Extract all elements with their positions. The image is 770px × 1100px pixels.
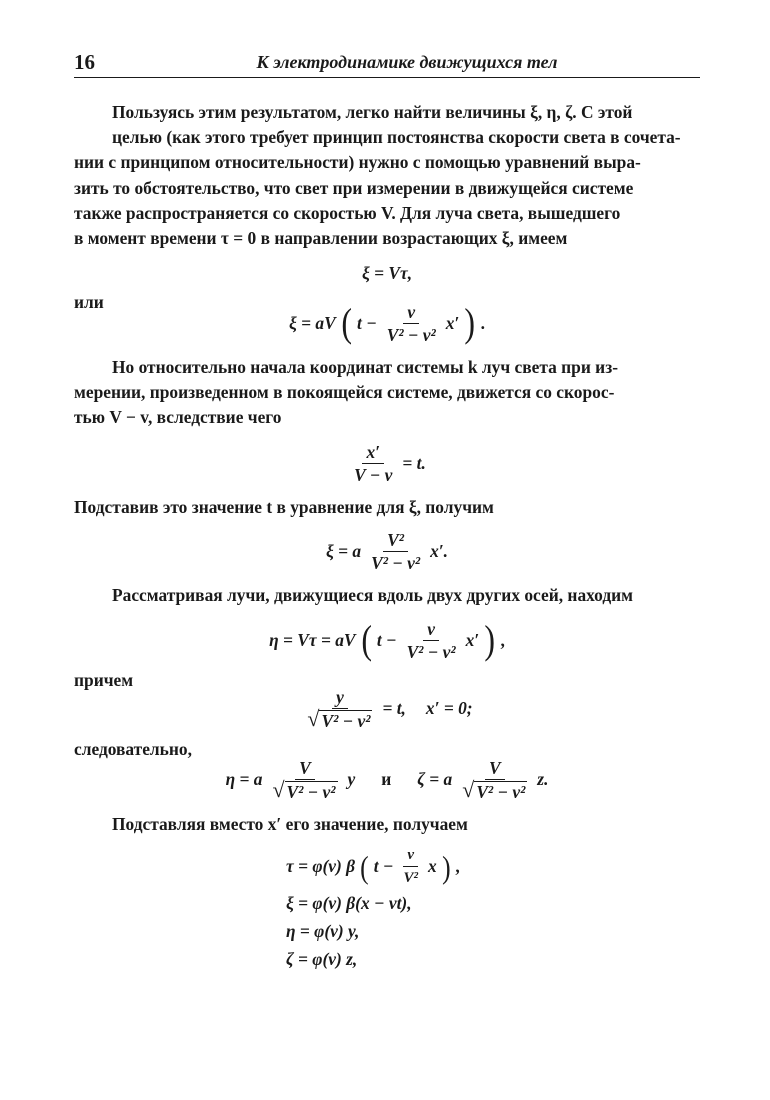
left-paren: (	[360, 848, 369, 885]
paragraph-3: Подставив это значение t в уравнение для ξ, получим	[74, 497, 494, 518]
p1-line-5: также распространяется со скоростью V. Для луча света, вышедшего	[74, 202, 621, 223]
eq2-fraction	[383, 302, 440, 345]
eq7-zeta-den-wrapper	[458, 777, 531, 803]
equation-xi-vtau	[74, 261, 700, 286]
radical-icon: √	[307, 705, 320, 731]
sys-row1-fraction	[399, 845, 422, 888]
eq2-lhs: ξ = aV	[288, 312, 336, 333]
radical-icon: √	[272, 777, 285, 803]
running-head	[74, 50, 700, 74]
eq4-fraction	[367, 530, 424, 573]
eq7-zeta-lhs: ζ = a	[417, 769, 453, 790]
eq2-num: v	[403, 302, 419, 324]
eq2-t: t −	[357, 312, 377, 333]
eq4-num: V²	[383, 530, 408, 552]
radical-icon: √	[462, 777, 475, 803]
eq6-fraction	[303, 687, 376, 731]
eq7-zeta-num: V	[485, 758, 505, 780]
sys-row1-den: V²	[403, 870, 418, 887]
p1-line-4: зить то обстоятельство, что свет при измерении в движущейся системе	[74, 177, 634, 198]
eq5-end: ,	[500, 629, 505, 650]
equation-eta-zeta	[74, 758, 700, 802]
eq5-fraction	[403, 619, 460, 662]
page-body	[74, 100, 700, 972]
eq7-zeta-den: V² − v²	[476, 782, 526, 803]
eq5-lhs: η = Vτ = aV	[269, 629, 356, 650]
eq6-num: y	[332, 687, 348, 709]
system-row-eta: η = φ(v) y,	[286, 920, 360, 941]
word-consequently: следовательно,	[74, 738, 192, 759]
sys-row1-num: v	[403, 845, 418, 867]
eq7-and: и	[381, 769, 392, 790]
eq3-num: x′	[362, 442, 384, 464]
word-or: или	[74, 292, 104, 313]
equation-y-over-sqrt	[74, 685, 700, 731]
left-paren: (	[341, 300, 352, 346]
sys-row1-t: t −	[373, 856, 394, 877]
p2-line-2: мерении, произведенном в покоящейся системе, движется со скорос-	[74, 381, 615, 402]
eq7-eta-num: V	[295, 758, 315, 780]
eq5-num: v	[423, 619, 439, 641]
p1-line-3: нии с принципом относительности) нужно с помощью уравнений выра-	[74, 152, 641, 173]
system-row-zeta: ζ = φ(v) z,	[286, 948, 358, 969]
eq2-den: V² − v²	[386, 324, 436, 345]
sqrt-sign	[272, 777, 337, 803]
system-row-xi: ξ = φ(v) β(x − vt),	[286, 892, 412, 913]
equation-xi-substituted	[74, 530, 700, 573]
sqrt-sign	[307, 705, 372, 731]
equation-eta	[74, 619, 700, 662]
eq7-zeta-after: z.	[537, 769, 549, 790]
transformation-system	[286, 845, 700, 972]
eq1-text: ξ = Vτ,	[361, 263, 413, 284]
eq6-den: V² − v²	[321, 710, 371, 731]
equation-xi-expanded	[74, 302, 700, 345]
page-number: 16	[74, 50, 95, 74]
header-rule	[74, 77, 700, 78]
eq3-rhs: = t.	[402, 453, 426, 474]
eq7-eta-after: y	[347, 769, 356, 790]
eq4-rhs: x′.	[430, 541, 449, 562]
eq2-after: x′	[445, 312, 460, 333]
left-paren: (	[360, 617, 372, 663]
eq2-end: .	[480, 312, 486, 333]
eq6-rhs: = t,	[382, 698, 406, 719]
p1-line-6: в момент времени τ = 0 в направлении возрастающих ξ, имеем	[74, 228, 568, 249]
equation-x-over-v-minus-v	[74, 440, 700, 485]
eq7-eta-den-wrapper	[268, 777, 341, 803]
paragraph-1	[74, 100, 700, 251]
system-row-tau	[286, 845, 460, 888]
eq7-eta-den: V² − v²	[286, 782, 336, 803]
right-paren: )	[484, 617, 496, 663]
eq4-den: V² − v²	[371, 553, 421, 574]
eq6-extra: x′ = 0;	[425, 698, 473, 719]
p1-line-1: Пользуясь этим результатом, легко найти величины ξ, η, ζ. С этой	[112, 102, 633, 122]
word-whereby: причем	[74, 669, 134, 690]
eq5-after: x′	[465, 629, 480, 650]
right-paren: )	[441, 848, 451, 885]
paragraph-5: Подставляя вместо x′ его значение, получаем	[112, 814, 468, 835]
running-title: К электродинамике движущихся тел	[256, 52, 558, 72]
paragraph-2	[74, 355, 700, 431]
right-paren: )	[464, 300, 476, 346]
eq5-t: t −	[376, 629, 397, 650]
eq7-eta-lhs: η = a	[225, 769, 263, 790]
eq5-den: V² − v²	[406, 641, 456, 662]
p2-line-3: тью V − v, вследствие чего	[74, 407, 282, 428]
sqrt-sign	[462, 777, 527, 803]
eq7-eta-fraction	[268, 758, 341, 802]
sys-row1-after: x	[427, 856, 437, 877]
p1-line-2: целью (как этого требует принцип постоянства скорости света в сочета-	[112, 127, 681, 148]
eq7-zeta-fraction	[458, 758, 531, 802]
eq6-den-wrapper	[303, 705, 376, 731]
sys-row1-lhs: τ = φ(v) β	[286, 856, 356, 877]
p2-line-1: Но относительно начала координат системы k луч света при из-	[112, 356, 618, 377]
paragraph-4: Рассматривая лучи, движущиеся вдоль двух других осей, находим	[112, 585, 634, 606]
eq4-lhs: ξ = a	[325, 541, 362, 562]
sys-row1-end: ,	[455, 856, 460, 877]
eq3-den: V − v	[354, 465, 393, 486]
eq3-fraction	[350, 442, 396, 485]
